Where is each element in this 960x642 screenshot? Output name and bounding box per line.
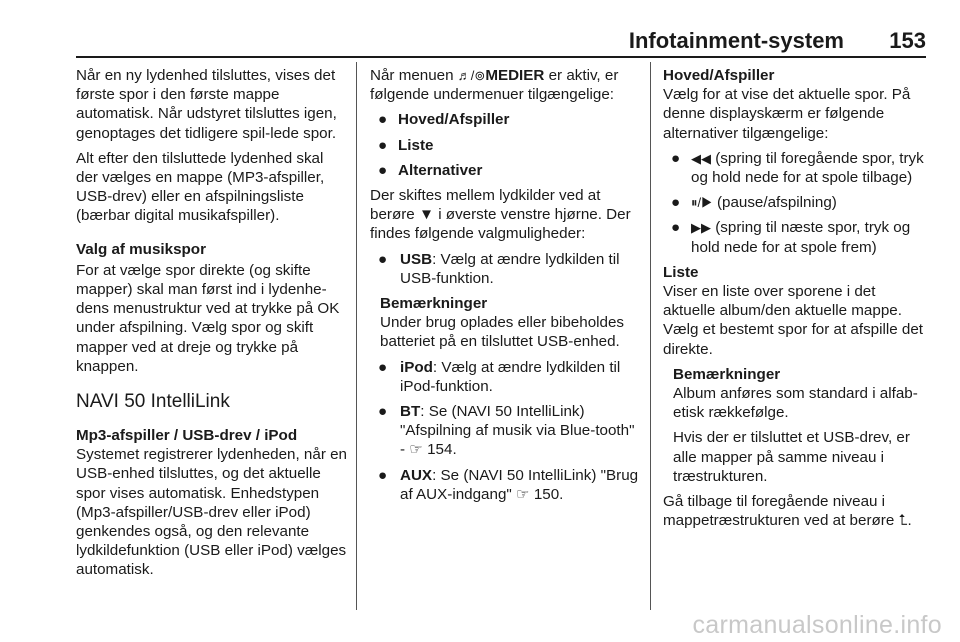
- note-text: Hvis der er tilsluttet et USB-drev, er alle mapper på samme niveau i træstrukturen.: [673, 429, 910, 485]
- paragraph: Gå tilbage til foregående niveau i mappetræstrukturen ved at berøre ⮤.: [663, 493, 912, 530]
- paragraph: Alt efter den tilsluttede lydenhed skal der vælges en mappe (MP3-afspiller, USB-drev) eller en afspilningsliste (bærbar digital musikafspiller).: [76, 149, 325, 225]
- fast-forward-icon: ▶▶: [691, 220, 711, 236]
- section-heading-navi50: NAVI 50 IntelliLink: [76, 391, 230, 413]
- page-number: 153: [889, 28, 926, 53]
- note-box: [380, 294, 642, 352]
- subheading-main-player: Hoved/Afspiller: [663, 67, 775, 84]
- list-item: [370, 250, 642, 288]
- bullet-icon: ●: [378, 250, 388, 268]
- music-media-icon: ♬/⊚: [457, 68, 486, 83]
- subheading-track-select: Valg af musikspor: [76, 240, 206, 258]
- text: Når menuen: [370, 67, 458, 84]
- bullet-icon: ●: [671, 219, 681, 237]
- bullet-icon: ●: [378, 161, 388, 179]
- list-item: [370, 110, 642, 129]
- page-header: [76, 22, 926, 58]
- rewind-icon: ◀◀: [691, 150, 711, 166]
- player-controls-list: [663, 149, 928, 257]
- text: er aktiv, er følgende undermenuer tilgængelige:: [370, 67, 619, 104]
- source-label: USB: [400, 250, 433, 268]
- text: : Vælg at ændre lydkilden til USB-funktion.: [400, 250, 620, 287]
- list-item: [663, 149, 928, 187]
- menu-label-medier: MEDIER: [485, 67, 545, 84]
- bullet-icon: ●: [378, 403, 388, 421]
- bullet-icon: ●: [378, 111, 388, 129]
- note-text: Album anføres som standard i alfab-etisk rækkefølge.: [673, 385, 918, 422]
- column-1: [76, 66, 348, 586]
- submenu-label: Liste: [398, 136, 434, 154]
- text: (spring til foregående spor, tryk og hold nede for at spole tilbage): [691, 149, 924, 187]
- note-title: Bemærkninger: [380, 295, 488, 313]
- header-title: Infotainment-system: [628, 28, 844, 53]
- bullet-icon: ●: [378, 358, 388, 376]
- watermark: carmanualsonline.info: [692, 611, 942, 639]
- column-divider: [650, 62, 651, 610]
- paragraph: Viser en liste over sporene i det aktuelle album/den aktuelle mappe. Vælg et bestemt spor for at afspille det direkte.: [663, 283, 924, 358]
- paragraph: Systemet registrerer lydenheden, når en USB-enhed tilsluttes, og det aktuelle spor vises automatisk. Enhedstypen (Mp3-afspiller/USB-drev eller iPod) genkendes også, og den relevante lydkildefunktion (USB eller iPod) vælges automatisk.: [76, 446, 347, 579]
- column-2: [370, 66, 642, 510]
- paragraph: Vælg for at vise det aktuelle spor. På denne displayskærm er følgende alternativer tilgængelige:: [663, 86, 911, 142]
- paragraph: Når en ny lydenhed tilsluttes, vises det første spor i den første mappe automatisk. Når udstyret tilsluttes igen, genoptages det tidligere spil-lede spor.: [76, 67, 337, 142]
- text: : Se (NAVI 50 IntelliLink) "Afspilning af musik via Blue-tooth" - ☞ 154.: [400, 403, 635, 459]
- list-item: [663, 193, 928, 212]
- paragraph: Der skiftes mellem lydkilder ved at berøre ▼ i øverste venstre hjørne. Der findes følgende valgmuligheder:: [370, 187, 631, 243]
- subheading-list: Liste: [663, 263, 699, 281]
- list-item: [370, 161, 642, 180]
- note-box: [673, 365, 928, 486]
- list-item: [370, 466, 642, 504]
- bullet-icon: ●: [378, 136, 388, 154]
- paragraph-media-intro: [370, 66, 642, 104]
- list-item: [370, 402, 642, 460]
- list-item: [370, 136, 642, 155]
- source-list: [370, 250, 642, 288]
- note-text: Under brug oplades eller bibeholdes batteriet på en tilsluttet USB-enhed.: [380, 314, 625, 351]
- column-3: [663, 66, 928, 536]
- text: : Se (NAVI 50 IntelliLink) "Brug af AUX-indgang" ☞ 150.: [400, 466, 639, 503]
- paragraph: For at vælge spor direkte (og skifte mapper) skal man først ind i lydenhe-dens menustruktur ved at trykke på OK under afspilning. Vælg spor og skift mapper ved at dreje og trykke på knappen.: [76, 261, 340, 375]
- bullet-icon: ●: [671, 149, 681, 167]
- source-list: [370, 358, 642, 504]
- submenu-label: Alternativer: [398, 161, 483, 179]
- bullet-icon: ●: [671, 194, 681, 212]
- pause-play-icon: ⏸/▶: [691, 195, 713, 211]
- column-divider: [356, 62, 357, 610]
- text: (spring til næste spor, tryk og hold nede for at spole frem): [691, 219, 911, 256]
- note-title: Bemærkninger: [673, 365, 781, 383]
- subheading-mp3: Mp3-afspiller / USB-drev / iPod: [76, 427, 298, 445]
- bullet-icon: ●: [378, 466, 388, 484]
- text: : Vælg at ændre lydkilden til iPod-funktion.: [400, 358, 621, 395]
- source-label: BT: [400, 403, 421, 421]
- submenu-label: Hoved/Afspiller: [398, 111, 510, 129]
- list-item: [663, 218, 928, 256]
- list-item: [370, 358, 642, 396]
- text: (pause/afspilning): [712, 194, 837, 212]
- source-label: AUX: [400, 466, 433, 484]
- source-label: iPod: [400, 358, 433, 376]
- submenu-list: [370, 110, 642, 180]
